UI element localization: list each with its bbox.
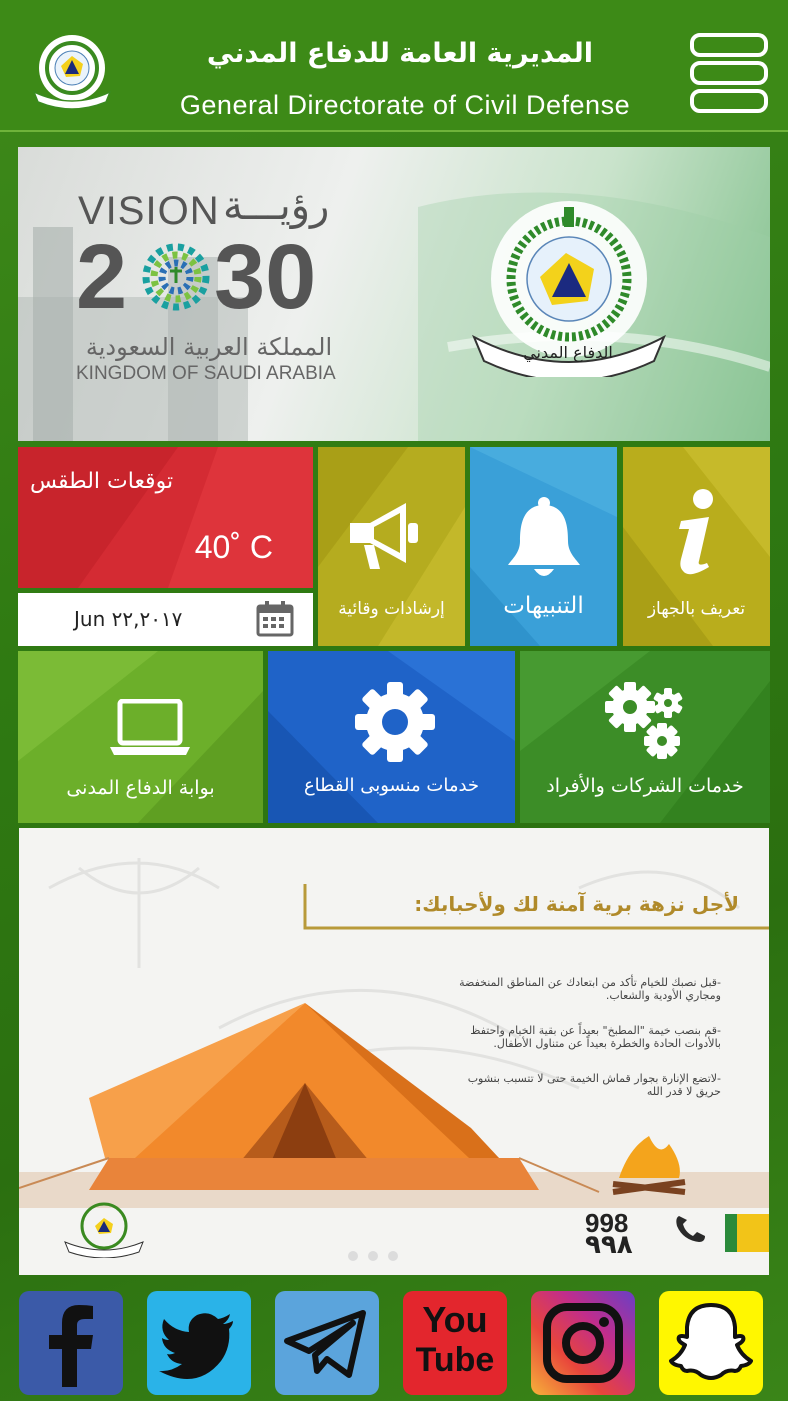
prevention-tips-tile[interactable] <box>318 447 465 646</box>
menu-button[interactable] <box>690 33 766 113</box>
twitter-button[interactable] <box>147 1291 251 1395</box>
civil-defense-logo <box>28 30 116 110</box>
emblem-caption: الدفاع المدني <box>523 343 613 362</box>
instagram-icon <box>531 1291 635 1395</box>
facebook-icon <box>19 1291 123 1395</box>
menu-bar-icon <box>690 33 768 57</box>
temperature-value: 40˚ C <box>194 529 273 565</box>
prevention-tips-label: إرشادات وقائية <box>338 599 445 619</box>
facebook-button[interactable] <box>19 1291 123 1395</box>
civil-defense-portal-label: بوابة الدفاع المدنى <box>66 777 215 799</box>
bell-icon <box>504 495 584 587</box>
instagram-button[interactable] <box>531 1291 635 1395</box>
weather-title: توقعات الطقس <box>30 469 174 494</box>
youtube-button[interactable] <box>403 1291 507 1395</box>
vision-word: VISION <box>78 189 220 233</box>
about-directorate-tile[interactable] <box>623 447 770 646</box>
year-two: 2 <box>76 226 128 328</box>
laptop-icon <box>110 699 190 761</box>
gears-icon <box>604 681 688 765</box>
date-value: Jun ٢٢,٢٠١٧ <box>74 607 183 631</box>
snapchat-icon <box>659 1291 763 1395</box>
alerts-tile[interactable] <box>470 447 617 646</box>
settings-gear-icon <box>354 681 436 767</box>
header-title-english: General Directorate of Civil Defense <box>179 90 631 120</box>
menu-bar-icon <box>690 89 768 113</box>
snapchat-button[interactable] <box>659 1291 763 1395</box>
vision-2030-banner[interactable] <box>18 147 770 441</box>
menu-bar-icon <box>690 61 768 85</box>
poster-tip-1: -قبل نصبك للخيام تأكد من ابتعادك عن المناطق المنخفضة ومجاري الأودية والشعاب. <box>459 976 721 1002</box>
kingdom-arabic: المملكة العربية السعودية <box>85 333 333 361</box>
kingdom-english: KINGDOM OF SAUDI ARABIA <box>76 363 336 384</box>
poster-tip-3: -لاتضع الإنارة بجوار قماش الخيمة حتى لا تتسبب بنشوب حريق لا قدر الله <box>467 1072 721 1098</box>
about-directorate-label: تعريف بالجهاز <box>647 599 746 619</box>
vision-palm-emblem-icon <box>136 237 216 317</box>
telegram-button[interactable] <box>275 1291 379 1395</box>
app-header <box>0 0 788 132</box>
date-display <box>18 593 313 646</box>
telegram-icon <box>275 1291 379 1395</box>
youtube-you-text: You <box>422 1299 488 1340</box>
vision-arabic: رؤيـــة <box>223 183 330 229</box>
staff-services-label: خدمات منسوبى القطاع <box>303 775 480 796</box>
poster-heading: لأجل نزهة برية آمنة لك ولأحبابك: <box>414 892 739 916</box>
business-services-tile[interactable] <box>520 651 770 823</box>
twitter-icon <box>147 1291 251 1395</box>
weather-tile[interactable] <box>18 447 313 588</box>
phone-icon <box>673 1214 707 1248</box>
alerts-label: التنبيهات <box>503 593 584 619</box>
poster-logo <box>59 1200 149 1262</box>
info-icon <box>667 487 727 581</box>
business-services-label: خدمات الشركات والأفراد <box>546 775 744 797</box>
megaphone-icon <box>344 497 430 577</box>
youtube-tube-text: Tube <box>415 1341 495 1379</box>
calendar-icon <box>256 601 294 641</box>
emergency-number-arabic: ٩٩٨ <box>585 1230 633 1260</box>
header-title-arabic: المديرية العامة للدفاع المدني <box>206 38 594 69</box>
safety-poster-slider[interactable] <box>19 828 769 1275</box>
staff-services-tile[interactable] <box>268 651 515 823</box>
year-thirty: 30 <box>214 226 317 328</box>
emergency-number-latin: 998 <box>585 1208 629 1238</box>
civil-defense-portal-tile[interactable] <box>18 651 263 823</box>
poster-tip-2: -قم بنصب خيمة "المطبخ" بعيداً عن بقية الخيام واحتفظ بالأدوات الحادة والخطرة بعيداً عن متناول الأطفال. <box>470 1024 721 1050</box>
